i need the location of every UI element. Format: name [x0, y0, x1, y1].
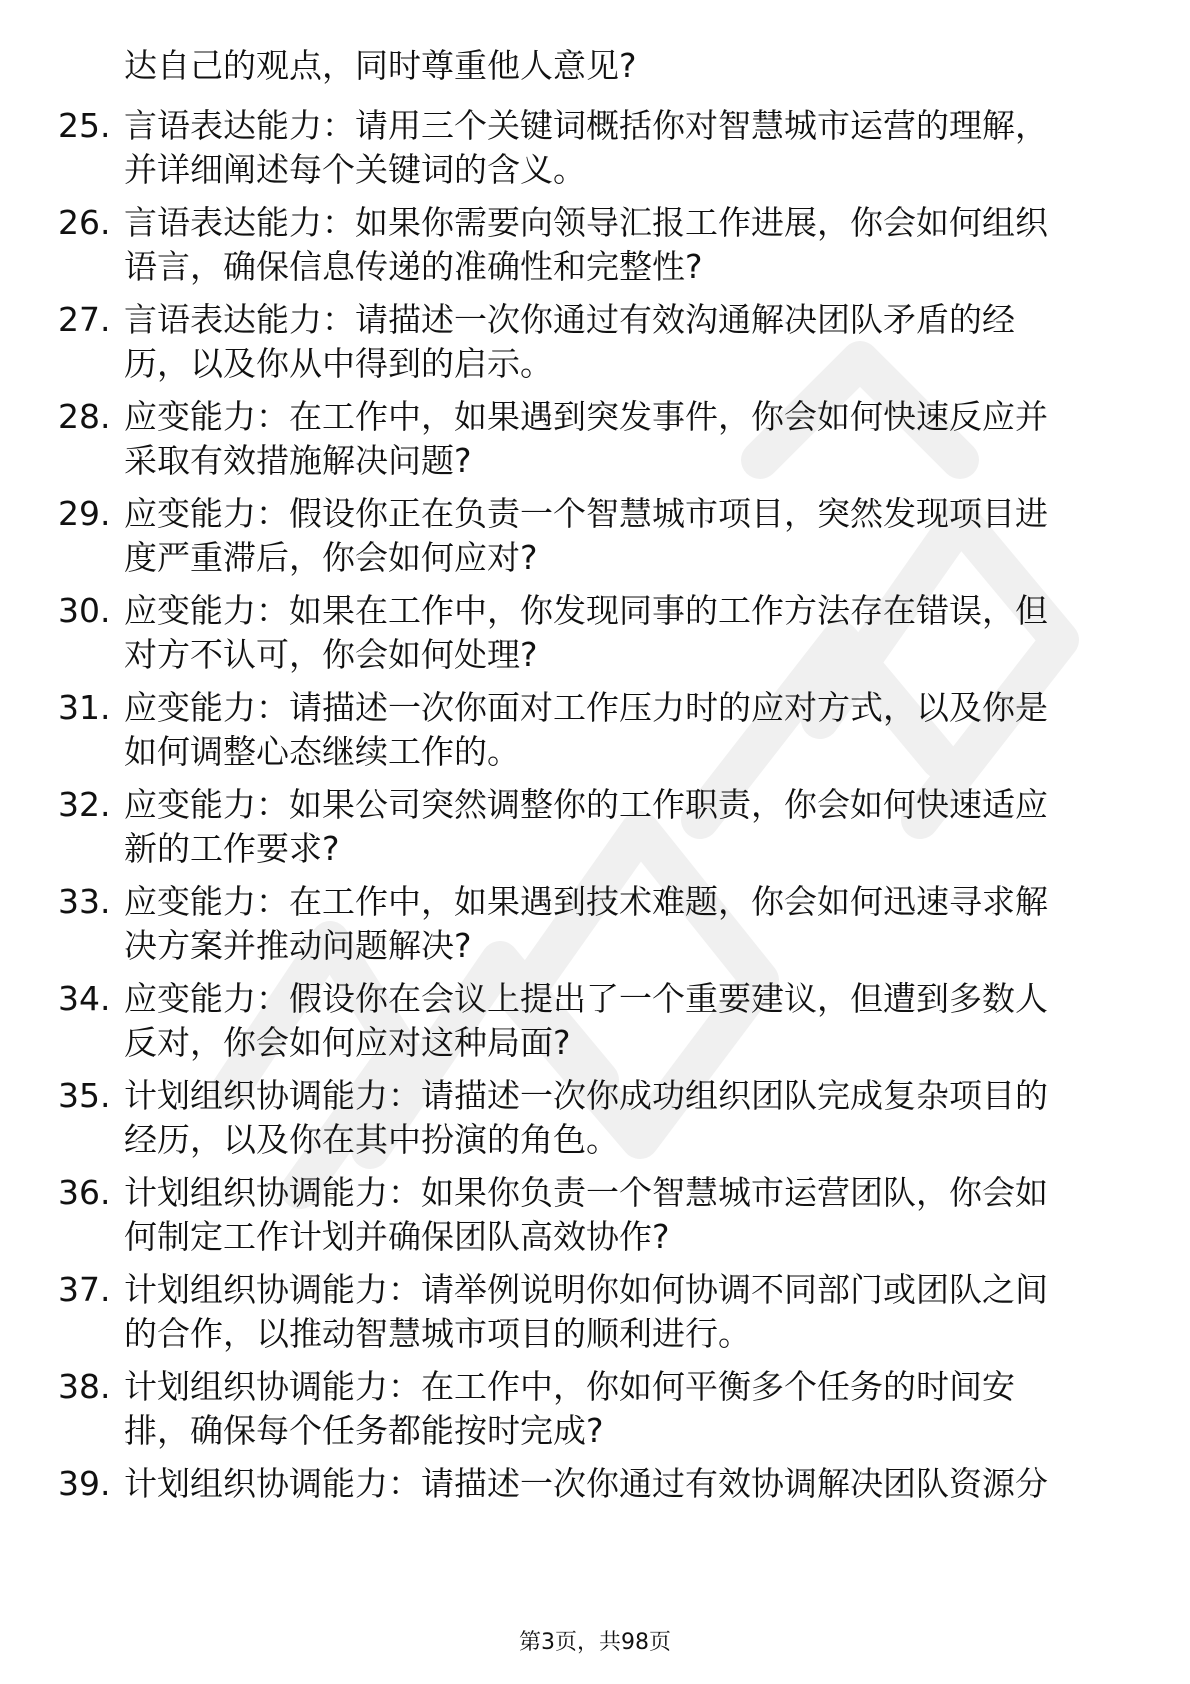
- question-text: [124, 201, 1124, 289]
- question-number: 33.: [58, 882, 111, 921]
- question-line: 采取有效措施解决问题?: [124, 441, 472, 480]
- question-line: 度严重滞后，你会如何应对?: [124, 538, 538, 577]
- question-number: 38.: [58, 1367, 111, 1406]
- question-text: [124, 1074, 1124, 1162]
- question-text: [124, 686, 1124, 774]
- question-line: 应变能力：请描述一次你面对工作压力时的应对方式，以及你是: [124, 688, 1048, 727]
- question-text: [124, 1462, 1124, 1506]
- question-number: 30.: [58, 591, 111, 630]
- question-number: 27.: [58, 300, 111, 339]
- question-line: 言语表达能力：如果你需要向领导汇报工作进展，你会如何组织: [124, 203, 1048, 242]
- question-line: 应变能力：假设你在会议上提出了一个重要建议，但遭到多数人: [124, 979, 1048, 1018]
- question-line: 的合作，以推动智慧城市项目的顺利进行。: [124, 1314, 751, 1353]
- question-line: 对方不认可，你会如何处理?: [124, 635, 538, 674]
- question-line: 应变能力：假设你正在负责一个智慧城市项目，突然发现项目进: [124, 494, 1048, 533]
- question-line: 经历，以及你在其中扮演的角色。: [124, 1120, 619, 1159]
- question-number: 26.: [58, 203, 111, 242]
- question-line: 计划组织协调能力：请举例说明你如何协调不同部门或团队之间: [124, 1270, 1048, 1309]
- question-number: 31.: [58, 688, 111, 727]
- question-line: 反对，你会如何应对这种局面?: [124, 1023, 571, 1062]
- question-number: 25.: [58, 106, 111, 145]
- question-number: 39.: [58, 1464, 111, 1503]
- question-line: 应变能力：在工作中，如果遇到突发事件，你会如何快速反应并: [124, 397, 1048, 436]
- question-line: 言语表达能力：请用三个关键词概括你对智慧城市运营的理解，: [124, 106, 1048, 145]
- question-text: [124, 977, 1124, 1065]
- question-text: [124, 589, 1124, 677]
- question-line: 历，以及你从中得到的启示。: [124, 344, 553, 383]
- question-text: [124, 298, 1124, 386]
- question-line: 如何调整心态继续工作的。: [124, 732, 520, 771]
- question-line: 语言，确保信息传递的准确性和完整性?: [124, 247, 703, 286]
- question-line: 计划组织协调能力：请描述一次你通过有效协调解决团队资源分: [124, 1464, 1048, 1503]
- question-line: 计划组织协调能力：如果你负责一个智慧城市运营团队，你会如: [124, 1173, 1048, 1212]
- question-number: 28.: [58, 397, 111, 436]
- question-line: 应变能力：如果在工作中，你发现同事的工作方法存在错误，但: [124, 591, 1048, 630]
- question-line: 应变能力：在工作中，如果遇到技术难题，你会如何迅速寻求解: [124, 882, 1048, 921]
- question-line: 决方案并推动问题解决?: [124, 926, 472, 965]
- question-line: 计划组织协调能力：在工作中，你如何平衡多个任务的时间安: [124, 1367, 1015, 1406]
- question-line: 言语表达能力：请描述一次你通过有效沟通解决团队矛盾的经: [124, 300, 1015, 339]
- question-line: 新的工作要求?: [124, 829, 340, 868]
- question-line: 应变能力：如果公司突然调整你的工作职责，你会如何快速适应: [124, 785, 1048, 824]
- question-line: 排，确保每个任务都能按时完成?: [124, 1411, 604, 1450]
- question-text: [124, 1268, 1124, 1356]
- question-line: 何制定工作计划并确保团队高效协作?: [124, 1217, 670, 1256]
- page-number-footer: 第3页，共98页: [519, 1630, 671, 1655]
- question-text: [124, 1171, 1124, 1259]
- question-number: 32.: [58, 785, 111, 824]
- question-line: 并详细阐述每个关键词的含义。: [124, 150, 586, 189]
- question-number: 37.: [58, 1270, 111, 1309]
- question-number: 36.: [58, 1173, 111, 1212]
- question-text: [124, 1365, 1124, 1453]
- question-number: 35.: [58, 1076, 111, 1115]
- question-text: [124, 104, 1124, 192]
- question-number: 34.: [58, 979, 111, 1018]
- question-text: [124, 395, 1124, 483]
- question-line: 计划组织协调能力：请描述一次你成功组织团队完成复杂项目的: [124, 1076, 1048, 1115]
- question-text: [124, 880, 1124, 968]
- continuation-line: 达自己的观点，同时尊重他人意见?: [124, 46, 637, 85]
- question-text: [124, 783, 1124, 871]
- question-text: [124, 492, 1124, 580]
- question-number: 29.: [58, 494, 111, 533]
